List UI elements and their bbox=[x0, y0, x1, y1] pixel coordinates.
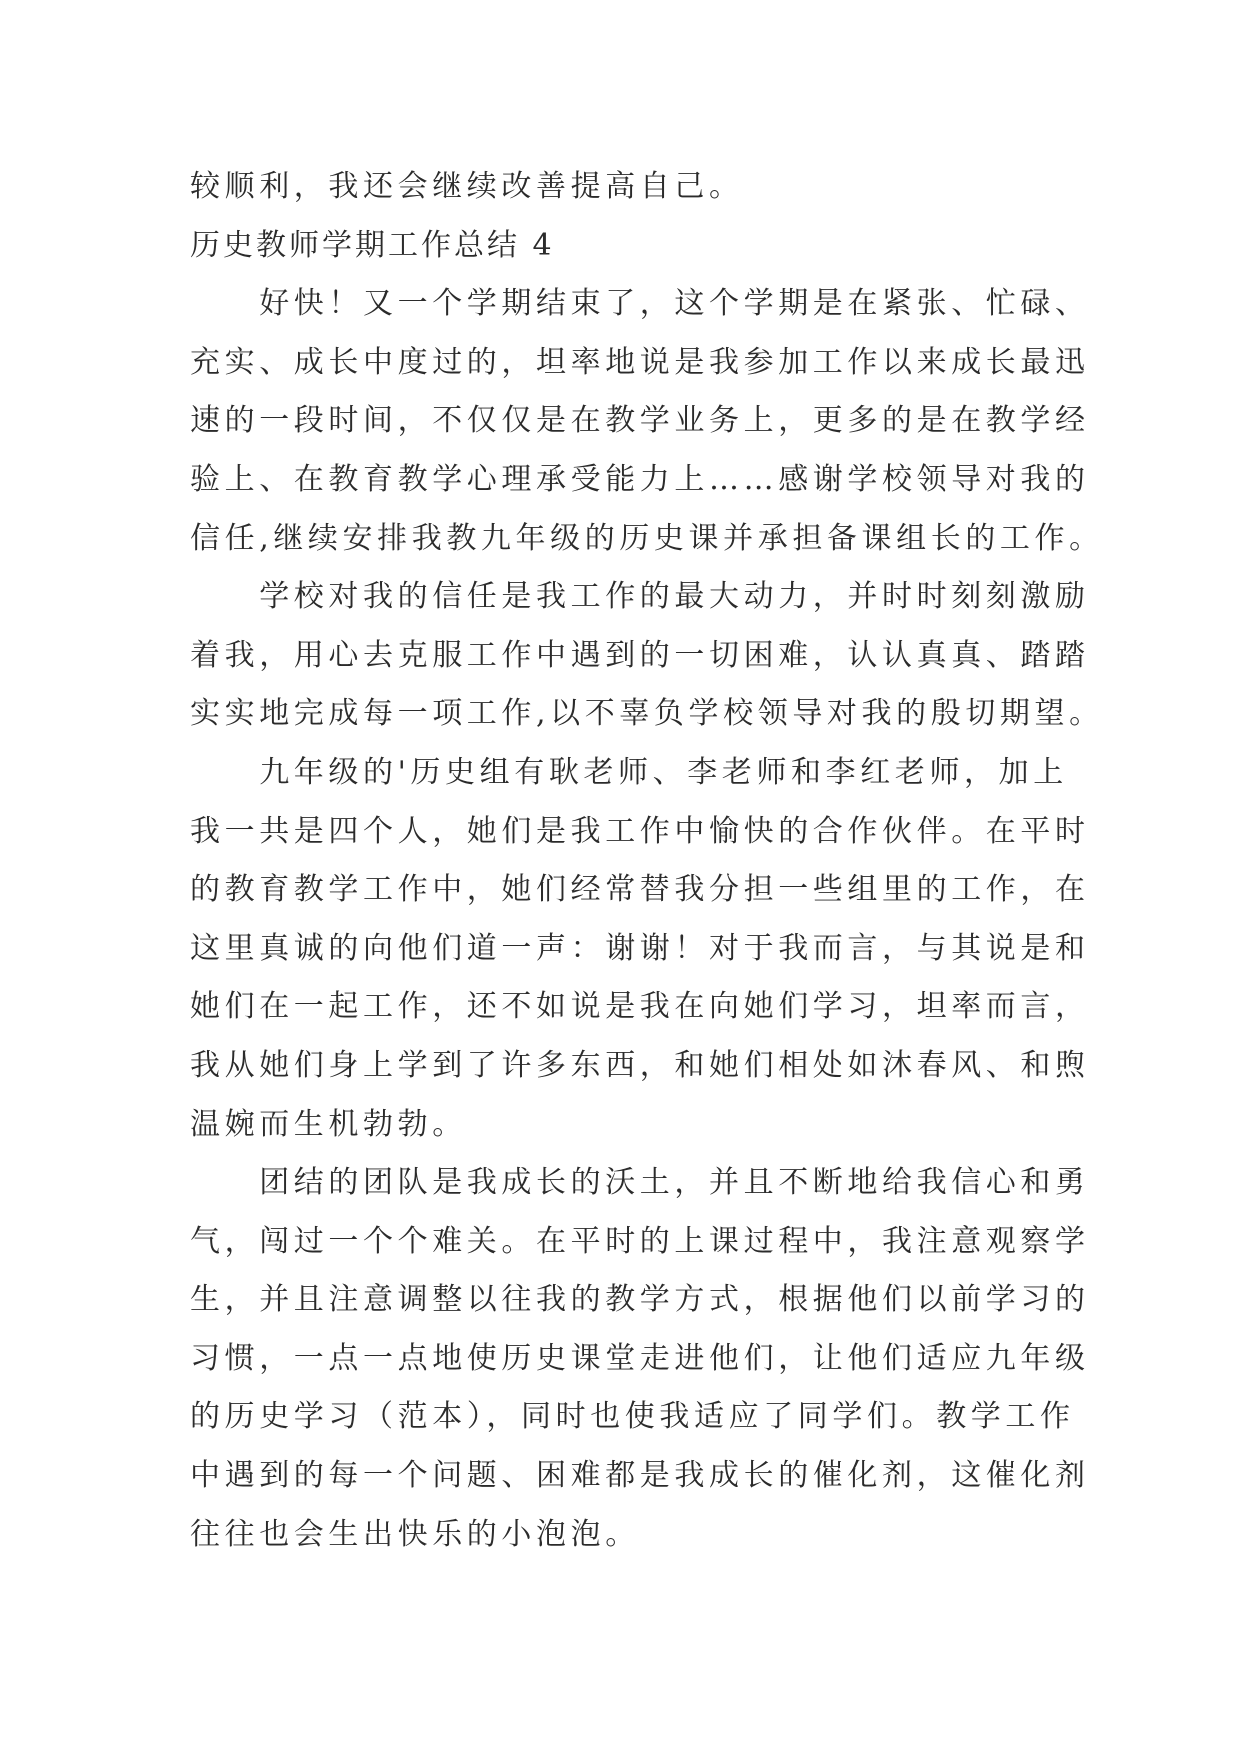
text-line: 气，闯过一个个难关。在平时的上课过程中，我注意观察学 bbox=[190, 1223, 1090, 1259]
paragraph-1 bbox=[190, 275, 1104, 568]
text-line: 学校对我的信任是我工作的最大动力，并时时刻刻激励 bbox=[190, 579, 1090, 615]
text-line: 习惯，一点一点地使历史课堂走进他们，让他们适应九年级 bbox=[190, 1340, 1090, 1376]
text-line: 着我，用心去克服工作中遇到的一切困难，认认真真、踏踏 bbox=[190, 637, 1090, 673]
continuation-line: 较顺利，我还会继续改善提高自己。 bbox=[190, 169, 744, 204]
text-line: 团结的团队是我成长的沃土，并且不断地给我信心和勇 bbox=[190, 1165, 1090, 1201]
text-line: 这里真诚的向他们道一声：谢谢！对于我而言，与其说是和 bbox=[190, 930, 1090, 966]
text-line: 往往也会生出快乐的小泡泡。 bbox=[190, 1516, 640, 1552]
document-body bbox=[190, 158, 1104, 1564]
text-line: 的教育教学工作中，她们经常替我分担一些组里的工作，在 bbox=[190, 872, 1090, 908]
text-line: 生，并且注意调整以往我的教学方式，根据他们以前学习的 bbox=[190, 1282, 1090, 1318]
paragraph-4 bbox=[190, 1154, 1090, 1564]
text-line: 速的一段时间，不仅仅是在教学业务上，更多的是在教学经 bbox=[190, 403, 1090, 439]
text-line: 温婉而生机勃勃。 bbox=[190, 1106, 467, 1142]
text-line: 我从她们身上学到了许多东西，和她们相处如沐春风、和煦 bbox=[190, 1047, 1090, 1083]
text-line: 实实地完成每一项工作,以不辜负学校领导对我的殷切期望。 bbox=[190, 696, 1104, 732]
text-line: 的历史学习（范本），同时也使我适应了同学们。教学工作 bbox=[190, 1399, 1075, 1435]
paragraph-2 bbox=[190, 568, 1104, 744]
section-heading: 历史教师学期工作总结 4 bbox=[190, 227, 555, 263]
text-line: 信任,继续安排我教九年级的历史课并承担备课组长的工作。 bbox=[190, 520, 1104, 556]
paragraph-3 bbox=[190, 744, 1090, 1154]
text-line: 验上、在教育教学心理承受能力上……感谢学校领导对我的 bbox=[190, 461, 1090, 497]
text-line: 中遇到的每一个问题、困难都是我成长的催化剂，这催化剂 bbox=[190, 1458, 1090, 1494]
text-line: 充实、成长中度过的，坦率地说是我参加工作以来成长最迅 bbox=[190, 344, 1090, 380]
text-line: 她们在一起工作，还不如说是我在向她们学习，坦率而言， bbox=[190, 989, 1090, 1025]
text-line: 九年级的'历史组有耿老师、李老师和李红老师，加上 bbox=[190, 754, 1068, 790]
text-line: 好快！又一个学期结束了，这个学期是在紧张、忙碌、 bbox=[190, 286, 1090, 322]
text-line: 我一共是四个人，她们是我工作中愉快的合作伙伴。在平时 bbox=[190, 813, 1090, 849]
